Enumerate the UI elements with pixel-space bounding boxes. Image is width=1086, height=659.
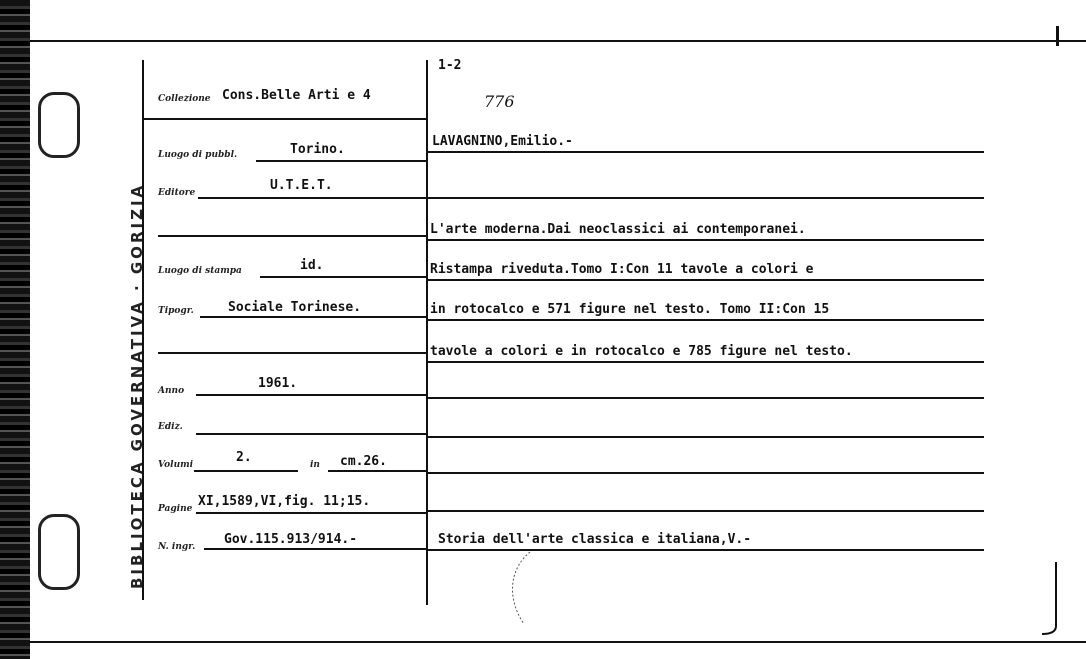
text-line: LAVAGNINO,Emilio.- [432,134,573,149]
field-value: Gov.115.913/914.- [224,532,358,547]
pencil-mark [500,548,540,628]
field-value: Cons.Belle Arti e 4 [222,88,371,103]
field-rule [204,548,426,550]
field-value: id. [300,258,324,273]
text-rule [428,197,984,199]
text-line: tavole a colori e in rotocalco e 785 figure nel testo. [430,344,853,359]
field-rule [194,470,298,472]
text-rule [428,397,984,399]
punch-hole-bottom [38,514,80,590]
field-rule [158,235,426,237]
text-rule [428,151,984,153]
field-rule [196,512,426,514]
text-rule [428,239,984,241]
field-value: XI,1589,VI,fig. 11;15. [198,494,371,509]
field-value: 2. [236,450,252,465]
field-label: Anno [158,386,185,396]
field-label: in [310,460,320,470]
field-rule [328,470,426,472]
bottom-border [30,641,1086,643]
field-rule [144,118,426,120]
text-line: in rotocalco e 571 figure nel testo. Tomo II:Con 15 [430,302,830,317]
text-rule [428,436,984,438]
field-label: Editore [158,188,196,198]
field-label: Volumi [158,460,194,470]
field-rule [158,352,426,354]
edge-mark [1056,26,1059,46]
punch-hole-top [38,92,80,158]
shelf-mark: 1-2 [438,58,462,73]
handwritten-number: 776 [484,92,515,111]
field-rule [200,316,426,318]
field-rule [256,160,426,162]
card-edge-strip [0,0,30,659]
text-rule [428,510,984,512]
text-line: Storia dell'arte classica e italiana,V.- [438,532,752,547]
field-label: Tipogr. [158,306,194,316]
field-label: Ediz. [158,422,183,432]
field-label: Luogo di pubbl. [158,150,238,160]
field-label: Collezione [158,94,211,104]
field-value: U.T.E.T. [270,178,333,193]
field-value: 1961. [258,376,298,391]
text-rule [428,361,984,363]
library-label: BIBLIOTECA GOVERNATIVA · GORIZIA [128,182,146,589]
right-text-area [428,120,984,580]
field-rule [198,197,426,199]
text-line: L'arte moderna.Dai neoclassici ai contemporanei. [430,222,806,237]
field-value: cm.26. [340,454,387,469]
edge-bracket [1030,560,1070,640]
field-rule [196,433,426,435]
text-rule [428,319,984,321]
field-rule [260,276,426,278]
text-line: Ristampa riveduta.Tomo I:Con 11 tavole a colori e [430,262,814,277]
top-border [30,40,1086,42]
field-value: Torino. [290,142,345,157]
field-value: Sociale Torinese. [228,300,362,315]
field-label: Luogo di stampa [158,266,242,276]
field-label: N. ingr. [158,542,196,552]
field-label: Pagine [158,504,193,514]
left-fields [144,80,426,600]
field-rule [196,394,426,396]
text-rule [428,472,984,474]
text-rule [428,279,984,281]
